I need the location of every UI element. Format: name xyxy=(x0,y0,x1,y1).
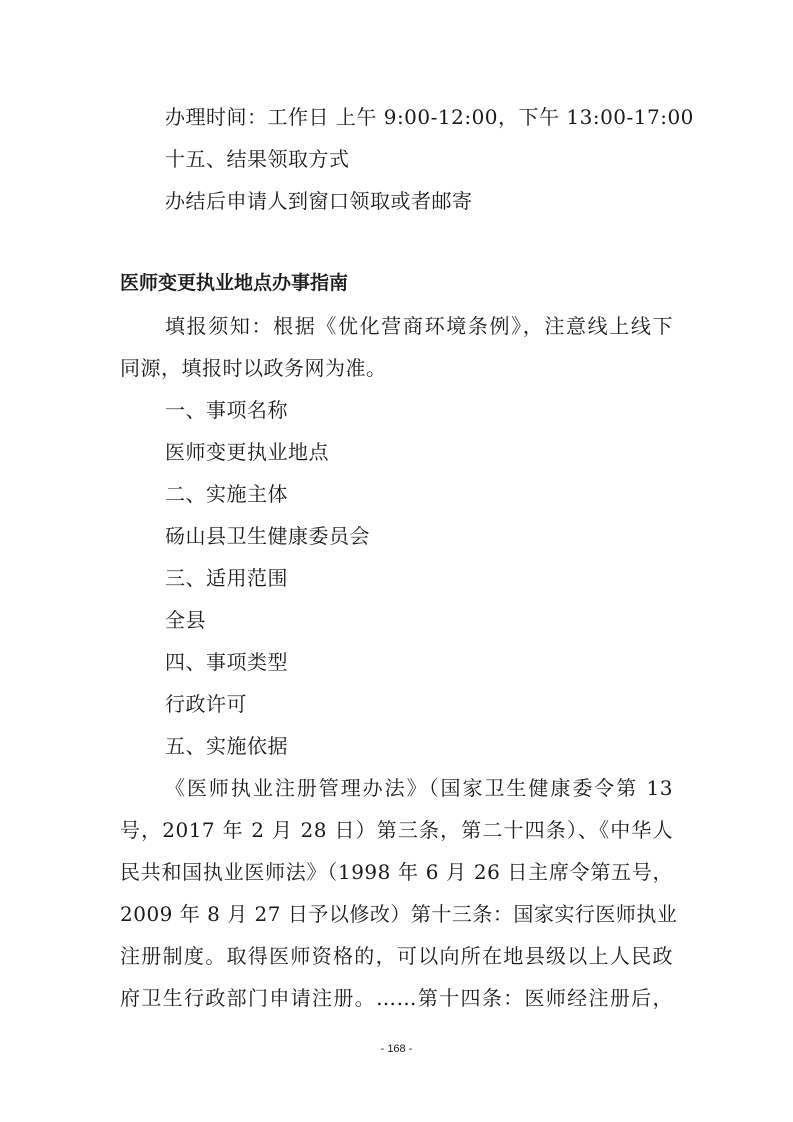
item-1-value: 医师变更执业地点 xyxy=(165,440,329,464)
guide-title: 医师变更执业地点办事指南 xyxy=(120,272,349,294)
basis-line: 注册制度。取得医师资格的，可以向所在地县级以上人民政 xyxy=(120,944,673,968)
item-2-value: 砀山县卫生健康委员会 xyxy=(165,524,370,548)
basis-line: 《医师执业注册管理办法》（国家卫生健康委令第 13 xyxy=(165,776,673,800)
item-3-heading: 三、适用范围 xyxy=(165,566,288,590)
notice-line-2: 同源，填报时以政务网为准。 xyxy=(120,356,387,380)
item-1-heading: 一、事项名称 xyxy=(165,398,288,422)
page-number: - 168 - xyxy=(380,1043,413,1055)
item-2-heading: 二、实施主体 xyxy=(165,482,288,506)
basis-line: 府卫生行政部门申请注册。……第十四条：医师经注册后， xyxy=(120,986,673,1010)
section-15-text: 办结后申请人到窗口领取或者邮寄 xyxy=(165,189,473,213)
notice-line-1: 填报须知：根据《优化营商环境条例》，注意线上线下 xyxy=(165,314,673,338)
item-3-value: 全县 xyxy=(165,608,206,632)
basis-line: 民共和国执业医师法》（1998 年 6 月 26 日主席令第五号， xyxy=(120,860,673,884)
item-4-value: 行政许可 xyxy=(165,692,247,716)
item-5-heading: 五、实施依据 xyxy=(165,734,288,758)
section-15-heading: 十五、结果领取方式 xyxy=(165,147,350,171)
basis-line: 2009 年 8 月 27 日予以修改）第十三条：国家实行医师执业 xyxy=(120,902,678,926)
office-hours-text: 办理时间：工作日 上午 9:00-12:00，下午 13:00-17:00 xyxy=(165,105,694,129)
basis-line: 号，2017 年 2 月 28 日）第三条，第二十四条）、《中华人 xyxy=(120,818,673,842)
item-4-heading: 四、事项类型 xyxy=(165,650,288,674)
